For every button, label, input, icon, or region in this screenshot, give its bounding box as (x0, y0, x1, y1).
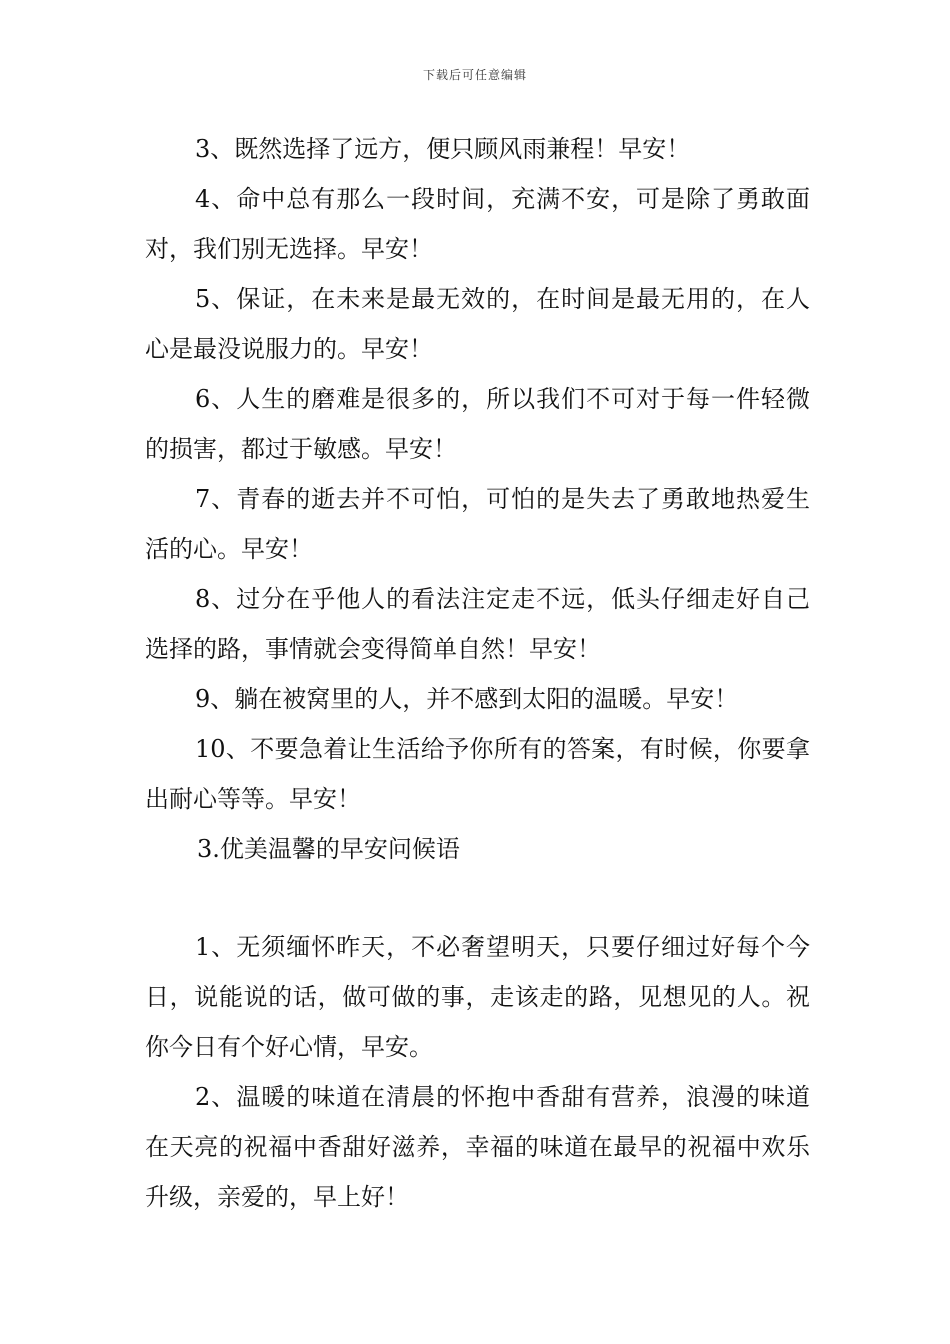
paragraph-item-6: 6、人生的磨难是很多的，所以我们不可对于每一件轻微的损害，都过于敏感。早安！ (145, 385, 810, 463)
greeting-item-2: 2、温暖的味道在清晨的怀抱中香甜有营养，浪漫的味道在天亮的祝福中香甜好滋养，幸福的味道在最早的祝福中欢乐升级，亲爱的，早上好！ (145, 1083, 810, 1211)
greeting-item-1: 1、无须缅怀昨天，不必奢望明天，只要仔细过好每个今日，说能说的话，做可做的事，走该走的路，见想见的人。祝你今日有个好心情，早安。 (145, 933, 810, 1061)
section-heading: 3.优美温馨的早安问候语 (197, 835, 460, 863)
paragraph-item-7: 7、青春的逝去并不可怕，可怕的是失去了勇敢地热爱生活的心。早安！ (145, 485, 810, 563)
paragraph-item-3: 3、既然选择了远方，便只顾风雨兼程！早安！ (195, 135, 691, 163)
document-body (145, 124, 810, 1222)
section-spacer (145, 874, 810, 922)
paragraph-item-9: 9、躺在被窝里的人，并不感到太阳的温暖。早安！ (195, 685, 739, 713)
paragraph-item-10: 10、不要急着让生活给予你所有的答案，有时候，你要拿出耐心等等。早安！ (145, 735, 810, 813)
paragraph-item-4: 4、命中总有那么一段时间，充满不安，可是除了勇敢面对，我们别无选择。早安！ (145, 185, 810, 263)
page-header: 下载后可任意编辑 (422, 68, 527, 82)
paragraph-item-8: 8、过分在乎他人的看法注定走不远，低头仔细走好自己选择的路，事情就会变得简单自然！早安！ (145, 585, 810, 663)
paragraph-item-5: 5、保证，在未来是最无效的，在时间是最无用的，在人心是最没说服力的。早安！ (145, 285, 810, 363)
